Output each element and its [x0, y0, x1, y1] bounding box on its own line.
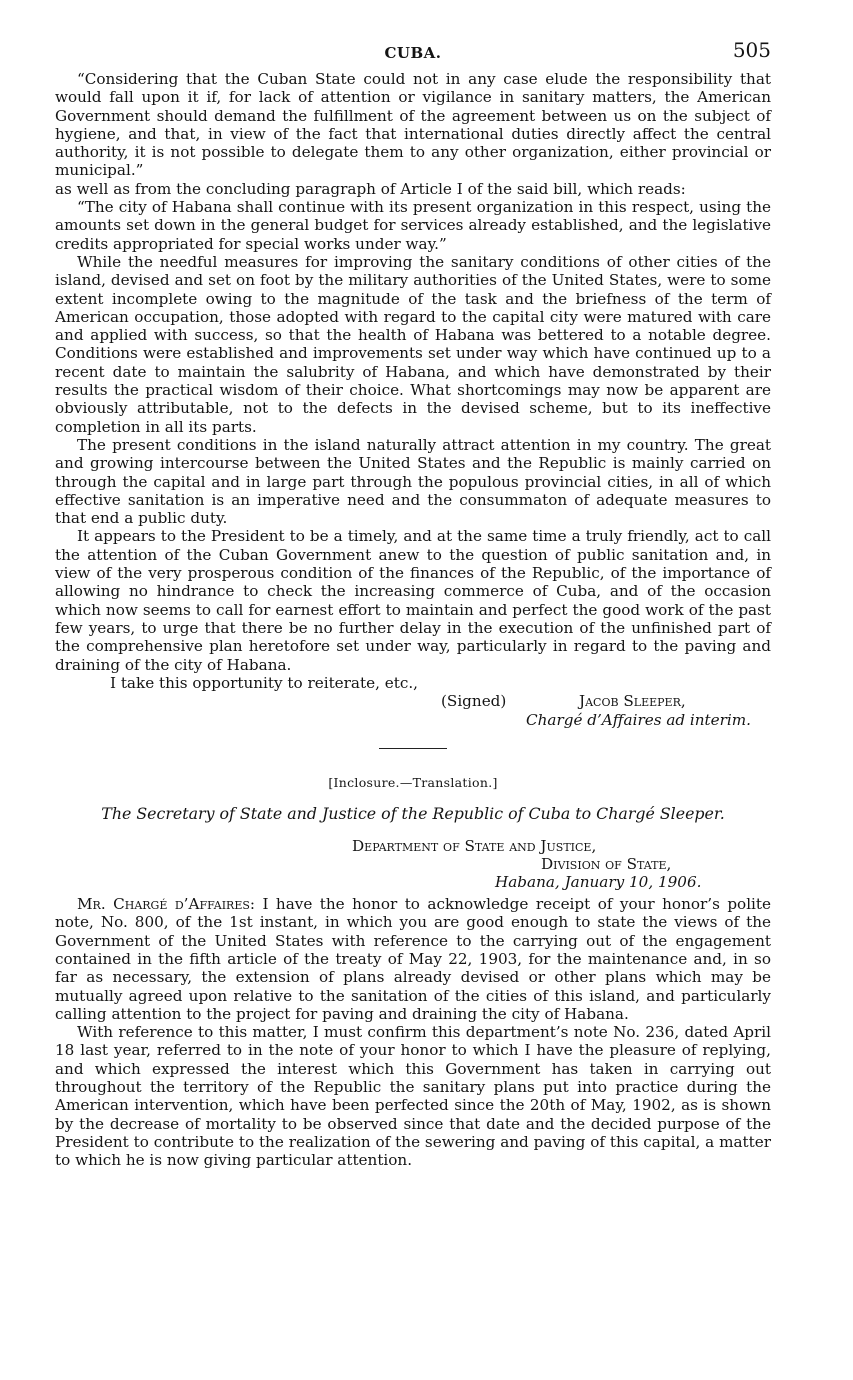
- body-paragraph-1: While the needful measures for improving the sanitary conditions of other cities of the island, devised and set on foot by the military authorities of the United States, were to some extent incomplete owing to the magnitude of the task and the briefness of the term of American occupation, those adopted with regard to the capital city were matured with care and applied with success, so that the health of Habana was bettered to a notable degree. Conditions were established and improvements set under way which have continued up to a recent date to maintain the salubrity of Habana, and which have demonstrated by their results the practical wisdom of their choice. What shortcomings may now be apparent are obviously attributable, not to the defects in the devised scheme, but to its ineffective completion in all its parts.: [55, 252, 771, 436]
- signature-block: [55, 692, 771, 734]
- body-paragraph-3: It appears to the President to be a timely, and at the same time a truly friendly, act to call the attention of the Cuban Government anew to the question of public sanitation and, in view of the very prosperous condition of the finances of the Republic, of the importance of allowing no hindrance to check the increasing commerce of Cuba, and of the occasion which now seems to call for earnest effort to maintain and perfect the good work of the past few years, to urge that there be no further delay in the execution of the unfinished part of the comprehensive plan heretofore set under way, particularly in regard to the paving and draining of the city of Habana.: [55, 527, 771, 674]
- signed-label: (Signed): [441, 692, 507, 711]
- document-page: [55, 36, 771, 1170]
- signer-title: Chargé d’Affaires ad interim.: [526, 711, 751, 730]
- inclosure-label: [Inclosure.—Translation.]: [328, 775, 498, 791]
- salutation: Mr. Chargé d’Affaires:: [77, 895, 256, 914]
- bridge-line: as well as from the concluding paragraph of Article I of the said bill, which reads:: [55, 179, 686, 198]
- running-title: CUBA.: [384, 44, 442, 62]
- page-number: 505: [732, 38, 771, 62]
- signer-name: Jacob Sleeper,: [579, 692, 686, 711]
- body-paragraph-2: The present conditions in the island naturally attract attention in my country. The great and growing intercourse between the United States and the Republic is mainly carried on through the capital and in large part through the populous provincial cities, in all of which effective sanitation is an imperative need and the consummaton of adequate measures to that end a public duty.: [55, 435, 771, 528]
- section-divider: [379, 748, 447, 749]
- quoted-paragraph-1: “Considering that the Cuban State could not in any case elude the responsibility that would fall upon it if, for lack of attention or vigilance in sanitary matters, the American Government should demand the fulfillment of the agreement between us on the subject of hygiene, and that, in view of the fact that international duties directly affect the central authority, it is not possible to delegate them to any other organization, either provincial or municipal.”: [55, 70, 771, 180]
- closing-line: I take this opportunity to reiterate, etc.,: [110, 673, 418, 692]
- inclosure-paragraph-2: With reference to this matter, I must confirm this department’s note No. 236, dated April 18 last year, referred to in the note of your honor to which I have the pleasure of replying, and which expressed the interest which this Government has taken in carrying out throughout the territory of the Republic the sanitary plans put into practice during the American intervention, which have been perfected since the 20th of May, 1902, as is shown by the decrease of mortality to be observed since that date and the decided purpose of the President to contribute to the realization of the sewering and paving of this capital, a matter to which he is now giving particular attention.: [55, 1023, 771, 1170]
- inclosure-heading: The Secretary of State and Justice of the Republic of Cuba to Chargé Sleeper.: [101, 804, 725, 824]
- inclosure-paragraph-1: [55, 895, 771, 1023]
- address-department: Department of State and Justice,: [352, 837, 597, 856]
- address-division: Division of State,: [541, 855, 672, 874]
- running-header: [55, 36, 771, 70]
- address-date: Habana, January 10, 1906.: [495, 873, 702, 892]
- inclosure-address: [55, 837, 771, 895]
- quoted-paragraph-2: “The city of Habana shall continue with its present organization in this respect, using the amounts set down in the general budget for services already established, and the legislative credits appropriated for special works under way.”: [55, 198, 771, 253]
- inclosure-paragraph-1-body: I have the honor to acknowledge receipt of your honor’s polite note, No. 800, of the 1st instant, in which you are good enough to state the views of the Government of the United States with reference to the carrying out of the engagement contained in the fifth article of the treaty of May 22, 1903, for the maintenance and, in so far as necessary, the extension of plans already devised or other plans which may be mutually agreed upon relative to the sanitation of the cities of this island, and particularly calling attention to the project for paving and draining the city of Habana.: [55, 895, 772, 1023]
